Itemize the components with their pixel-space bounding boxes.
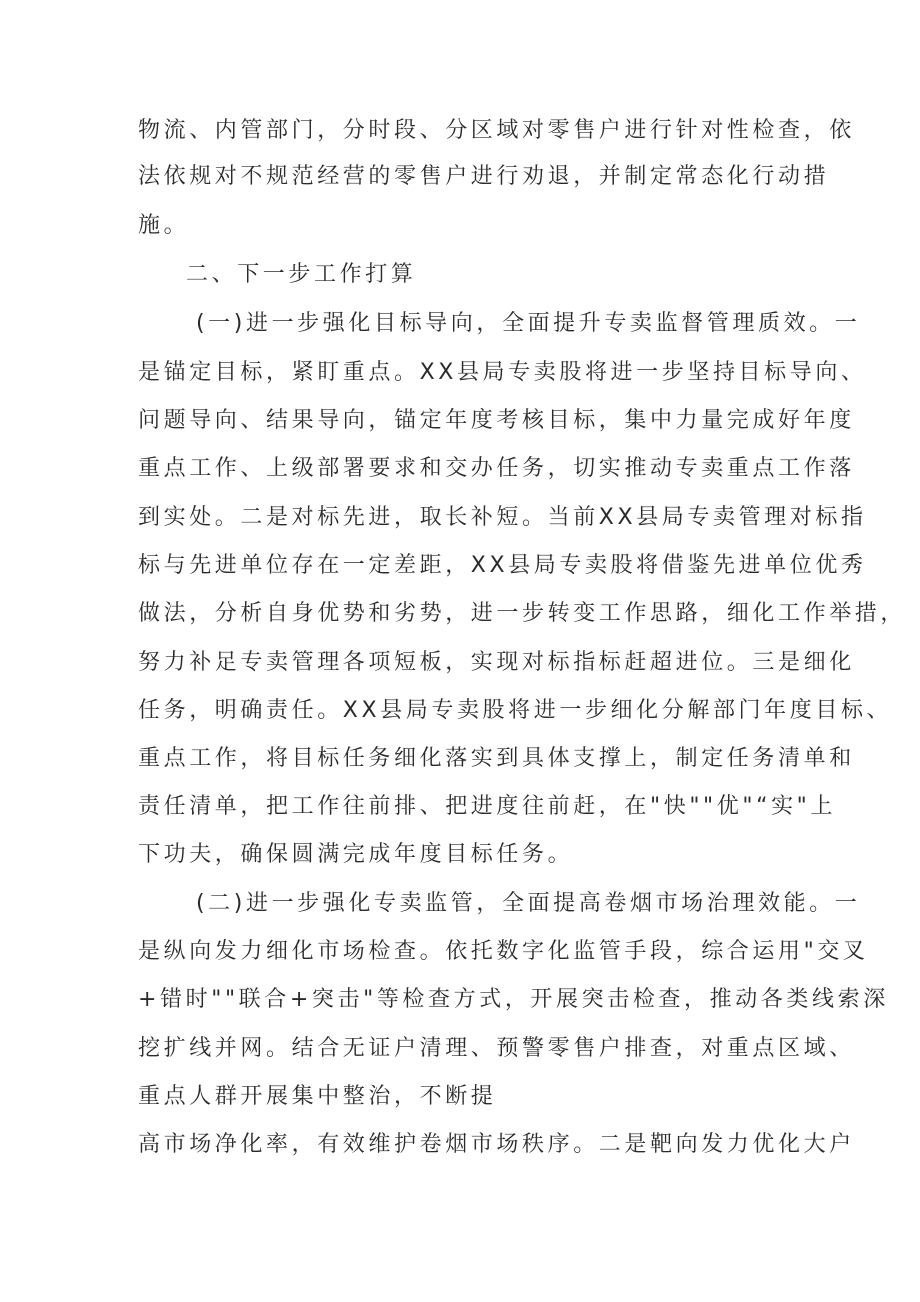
text-line: 标与先进单位存在一定差距，XX县局专卖股将借鉴先进单位优秀 — [138, 553, 867, 578]
text-line: 是纵向发力细化市场检查。依托数字化监管手段，综合运用"交叉 — [138, 939, 869, 964]
text-line: 重点人群开展集中整治，不断提 — [138, 1084, 497, 1109]
subsection-heading: (一)进一步强化目标导向，全面提升专卖监督管理质效。一 — [196, 311, 861, 336]
text-line: 是锚定目标，紧盯重点。XX县局专卖股将进一步坚持目标导向、 — [138, 360, 867, 385]
text-line: 重点工作，将目标任务细化落实到具体支撑上，制定任务清单和 — [138, 746, 855, 771]
text-line: 挖扩线并网。结合无证户清理、预警零售户排查，对重点区域、 — [138, 1036, 855, 1061]
subsection-heading: (二)进一步强化专卖监管，全面提高卷烟市场治理效能。一 — [196, 891, 861, 916]
text-line: 责任清单，把工作往前排、把进度往前赶，在"快""优"“实"上 — [138, 794, 836, 819]
text-line: 做法，分析自身优势和劣势，进一步转变工作思路，细化工作举措， — [138, 601, 907, 626]
text-line: 物流、内管部门，分时段、分区域对零售户进行针对性检查，依 — [138, 118, 855, 143]
text-line: 重点工作、上级部署要求和交办任务，切实推动专卖重点工作落 — [138, 456, 855, 481]
section-heading: 二、下一步工作打算 — [186, 262, 417, 287]
text-line: 下功夫，确保圆满完成年度目标任务。 — [138, 842, 574, 867]
text-line: 努力补足专卖管理各项短板，实现对标指标赶超进位。三是细化 — [138, 650, 855, 675]
text-line: 问题导向、结果导向，锚定年度考核目标，集中力量完成好年度 — [138, 408, 855, 433]
text-line: 法依规对不规范经营的零售户进行劝退，并制定常态化行动措 — [138, 164, 830, 189]
text-line: 到实处。二是对标先进，取长补短。当前XX县局专卖管理对标指 — [138, 505, 867, 530]
text-line: 施。 — [138, 213, 190, 238]
text-line: +错时""联合+突击"等检查方式，开展突击检查，推动各类线索深 — [138, 987, 889, 1012]
text-line: 高市场净化率，有效维护卷烟市场秩序。二是靶向发力优化大户 — [138, 1132, 855, 1157]
text-line: 任务，明确责任。XX县局专卖股将进一步细化分解部门年度目标、 — [138, 698, 893, 723]
